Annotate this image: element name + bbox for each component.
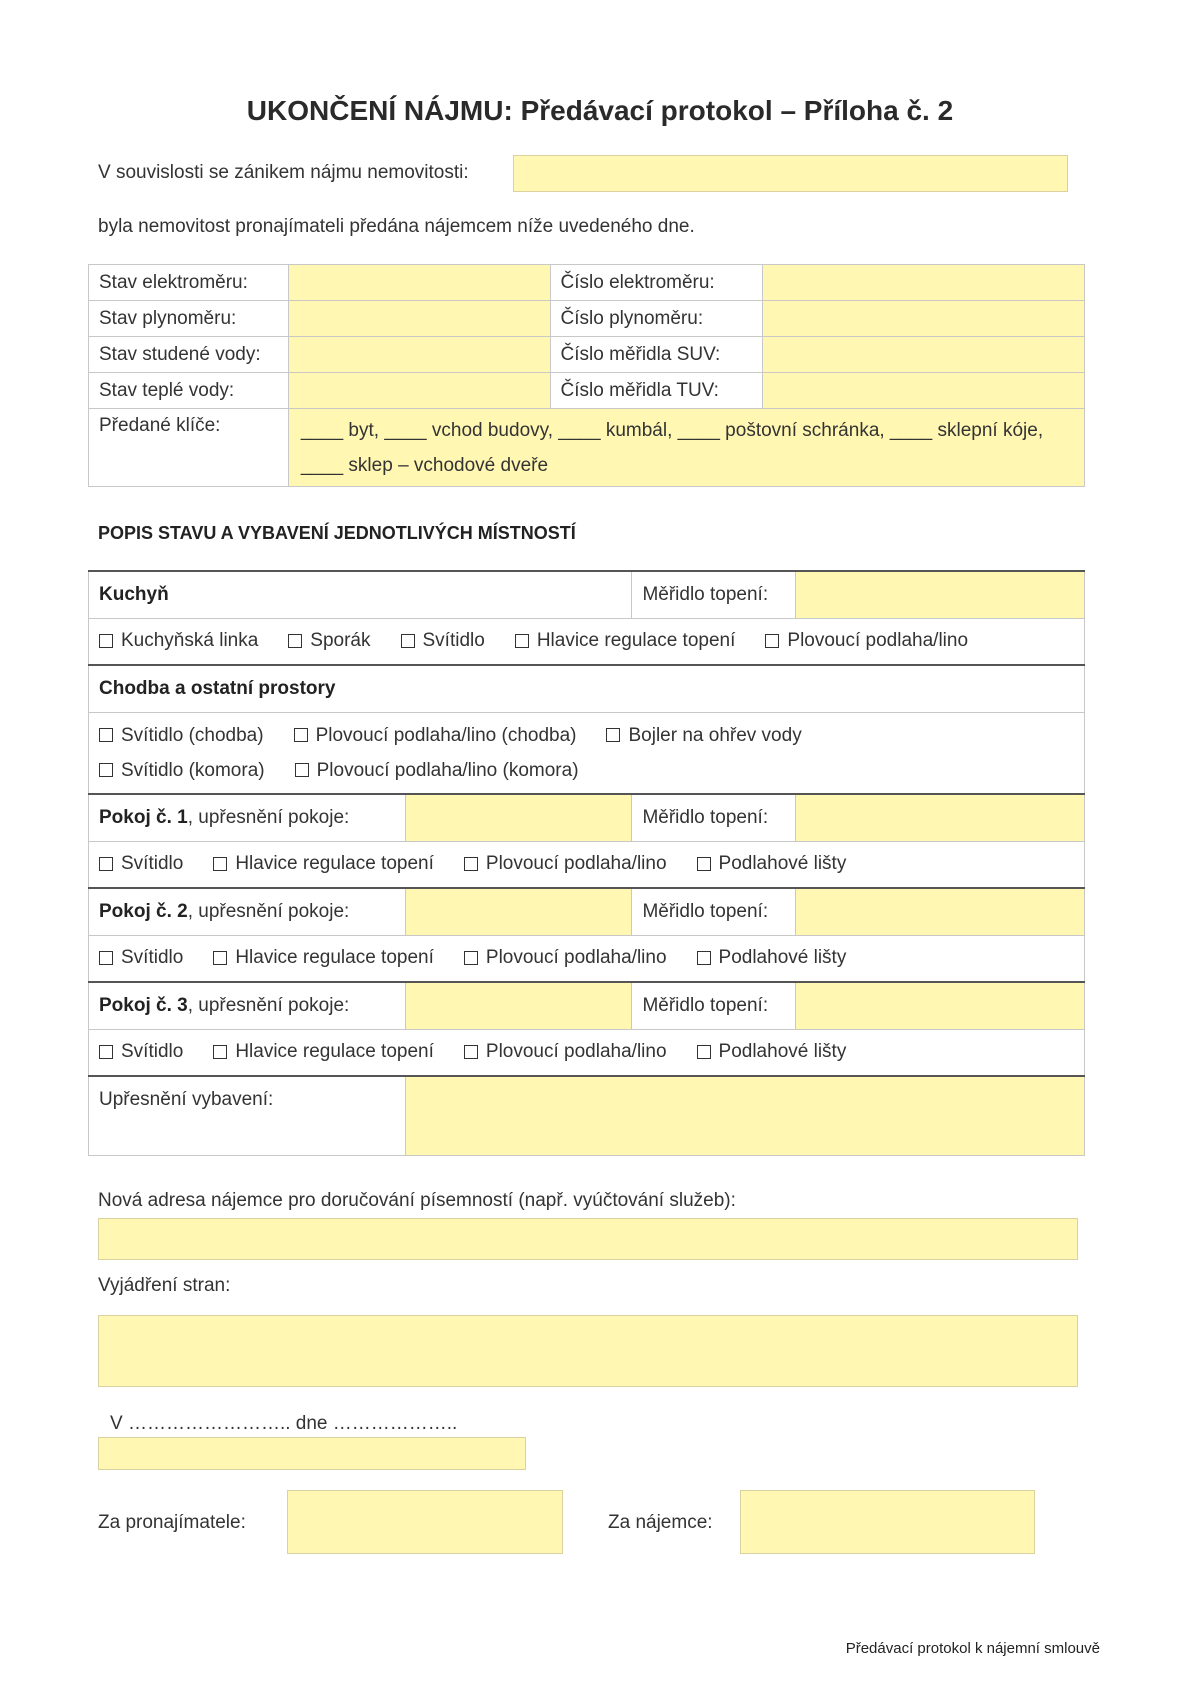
checkbox-floor[interactable] [464,853,667,875]
room-1-spec-field[interactable] [405,794,632,841]
hot-water-number-field[interactable] [763,373,1085,409]
intro-line-2: byla nemovitost pronajímateli předána nájemcem níže uvedeného dne. [98,216,695,237]
checkbox-icon [99,634,113,648]
checkbox-label: Hlavice regulace topení [235,947,434,969]
room-2-title [89,888,406,935]
checkbox-icon [213,1045,227,1059]
checkbox-heating-valve[interactable] [515,630,736,652]
room-name: Pokoj č. 1 [99,806,188,828]
keys-text[interactable]: ____ byt, ____ vchod budovy, ____ kumbál, ____ poštovní schránka, ____ sklepní kóje, ____ sklep – vchodové dveře [288,409,1084,487]
room-1-title [89,794,406,841]
checkbox-floor[interactable] [464,1041,667,1063]
checkbox-icon [464,857,478,871]
landlord-label: Za pronajímatele: [98,1512,246,1533]
heating-label: Měřidlo topení: [632,982,796,1029]
checkbox-label: Podlahové lišty [718,947,847,969]
checkbox-icon [213,857,227,871]
checkbox-skirting[interactable] [697,1041,847,1063]
meters-table [88,264,1085,487]
checkbox-icon [697,1045,711,1059]
room-2-checklist [99,947,1074,969]
checkbox-kitchen-unit[interactable] [99,630,258,652]
checkbox-icon [697,857,711,871]
meter-number-label: Číslo elektroměru: [550,265,763,301]
meter-label: Stav teplé vody: [89,373,289,409]
checkbox-skirting[interactable] [697,853,847,875]
address-field[interactable] [98,1218,1078,1260]
checkbox-light[interactable] [99,947,183,969]
kitchen-checklist [99,630,1074,652]
checkbox-icon [401,634,415,648]
checkbox-icon [294,728,308,742]
checkbox-icon [99,728,113,742]
checkbox-label: Plovoucí podlaha/lino [787,630,969,652]
checkbox-icon [464,951,478,965]
electricity-number-field[interactable] [763,265,1085,301]
checkbox-label: Podlahové lišty [718,1041,847,1063]
checkbox-icon [464,1045,478,1059]
statement-field[interactable] [98,1315,1078,1387]
place-date: V …………………….. dne ……………….. [110,1413,458,1434]
checkbox-icon [99,951,113,965]
meter-number-label: Číslo měřidla TUV: [550,373,763,409]
hallway-checklist-row1 [99,718,1074,753]
checkbox-icon [515,634,529,648]
place-date-field[interactable] [98,1437,526,1470]
meter-number-label: Číslo plynoměru: [550,301,763,337]
checkbox-label: Plovoucí podlaha/lino [485,947,667,969]
intro-line-1: V souvislosti se zánikem nájmu nemovitosti: [98,162,469,183]
checkbox-label: Plovoucí podlaha/lino [485,1041,667,1063]
checkbox-label: Svítidlo (chodba) [121,724,264,746]
checkbox-icon [765,634,779,648]
keys-label: Předané klíče: [89,409,289,487]
heating-label: Měřidlo topení: [632,571,796,618]
checkbox-skirting[interactable] [697,947,847,969]
footer-text: Předávací protokol k nájemní smlouvě [845,1640,1100,1657]
meter-number-label: Číslo měřidla SUV: [550,337,763,373]
gas-number-field[interactable] [763,301,1085,337]
checkbox-label: Sporák [310,630,371,652]
tenant-signature-field[interactable] [740,1490,1035,1554]
statement-label: Vyjádření stran: [98,1275,231,1296]
room-1-heating-field[interactable] [796,794,1085,841]
checkbox-hall-floor[interactable] [294,718,577,753]
room-3-title [89,982,406,1029]
page-title: UKONČENÍ NÁJMU: Předávací protokol – Příloha č. 2 [246,95,954,126]
room-spec-label: , upřesnění pokoje: [187,900,350,922]
address-label: Nová adresa nájemce pro doručování písemností (např. vyúčtování služeb): [98,1190,736,1211]
checkbox-icon [606,728,620,742]
property-field[interactable] [513,155,1068,192]
checkbox-label: Hlavice regulace topení [235,1041,434,1063]
cold-water-state-field[interactable] [288,337,550,373]
room-spec-label: , upřesnění pokoje: [187,994,350,1016]
equipment-field[interactable] [405,1076,1084,1155]
tenant-label: Za nájemce: [608,1512,713,1533]
hot-water-state-field[interactable] [288,373,550,409]
checkbox-label: Svítidlo (komora) [121,759,265,781]
checkbox-icon [213,951,227,965]
checkbox-label: Plovoucí podlaha/lino [485,853,667,875]
checkbox-light[interactable] [99,853,183,875]
checkbox-label: Bojler na ohřev vody [628,724,802,746]
landlord-signature-field[interactable] [287,1490,563,1554]
checkbox-icon [99,857,113,871]
checkbox-label: Svítidlo [121,1041,184,1063]
heating-label: Měřidlo topení: [632,888,796,935]
checkbox-hall-light[interactable] [99,718,264,753]
room-2-heating-field[interactable] [796,888,1085,935]
meter-label: Stav elektroměru: [89,265,289,301]
room-2-spec-field[interactable] [405,888,632,935]
checkbox-label: Svítidlo [422,630,485,652]
room-name: Pokoj č. 3 [99,994,188,1016]
checkbox-icon [288,634,302,648]
checkbox-light[interactable] [99,1041,183,1063]
checkbox-boiler[interactable] [606,718,801,753]
equipment-label: Upřesnění vybavení: [89,1076,406,1155]
room-3-heating-field[interactable] [796,982,1085,1029]
rooms-table [88,570,1085,1156]
checkbox-icon [295,763,309,777]
checkbox-label: Svítidlo [121,853,184,875]
checkbox-heating-valve[interactable] [213,947,434,969]
hallway-title: Chodba a ostatní prostory [89,665,1085,712]
checkbox-floor[interactable] [765,630,968,652]
kitchen-title: Kuchyň [89,571,632,618]
meter-label: Stav plynoměru: [89,301,289,337]
electricity-state-field[interactable] [288,265,550,301]
checkbox-floor[interactable] [464,947,667,969]
gas-state-field[interactable] [288,301,550,337]
checkbox-icon [99,763,113,777]
checkbox-stove[interactable] [288,630,370,652]
checkbox-label: Plovoucí podlaha/lino (chodba) [315,724,577,746]
checkbox-storage-floor[interactable] [295,753,579,788]
room-3-spec-field[interactable] [405,982,632,1029]
room-1-checklist [99,853,1074,875]
section-title: POPIS STAVU A VYBAVENÍ JEDNOTLIVÝCH MÍSTNOSTÍ [98,523,576,543]
checkbox-label: Hlavice regulace topení [235,853,434,875]
checkbox-storage-light[interactable] [99,753,265,788]
heating-label: Měřidlo topení: [632,794,796,841]
checkbox-label: Svítidlo [121,947,184,969]
room-3-checklist [99,1041,1074,1063]
room-spec-label: , upřesnění pokoje: [187,806,350,828]
checkbox-heating-valve[interactable] [213,1041,434,1063]
checkbox-label: Plovoucí podlaha/lino (komora) [316,759,579,781]
kitchen-heating-field[interactable] [796,571,1085,618]
checkbox-label: Kuchyňská linka [121,630,259,652]
meter-label: Stav studené vody: [89,337,289,373]
checkbox-heating-valve[interactable] [213,853,434,875]
cold-water-number-field[interactable] [763,337,1085,373]
room-name: Pokoj č. 2 [99,900,188,922]
checkbox-icon [99,1045,113,1059]
checkbox-label: Podlahové lišty [718,853,847,875]
checkbox-light[interactable] [401,630,485,652]
hallway-checklist-row2 [99,753,1074,788]
checkbox-icon [697,951,711,965]
checkbox-label: Hlavice regulace topení [536,630,736,652]
